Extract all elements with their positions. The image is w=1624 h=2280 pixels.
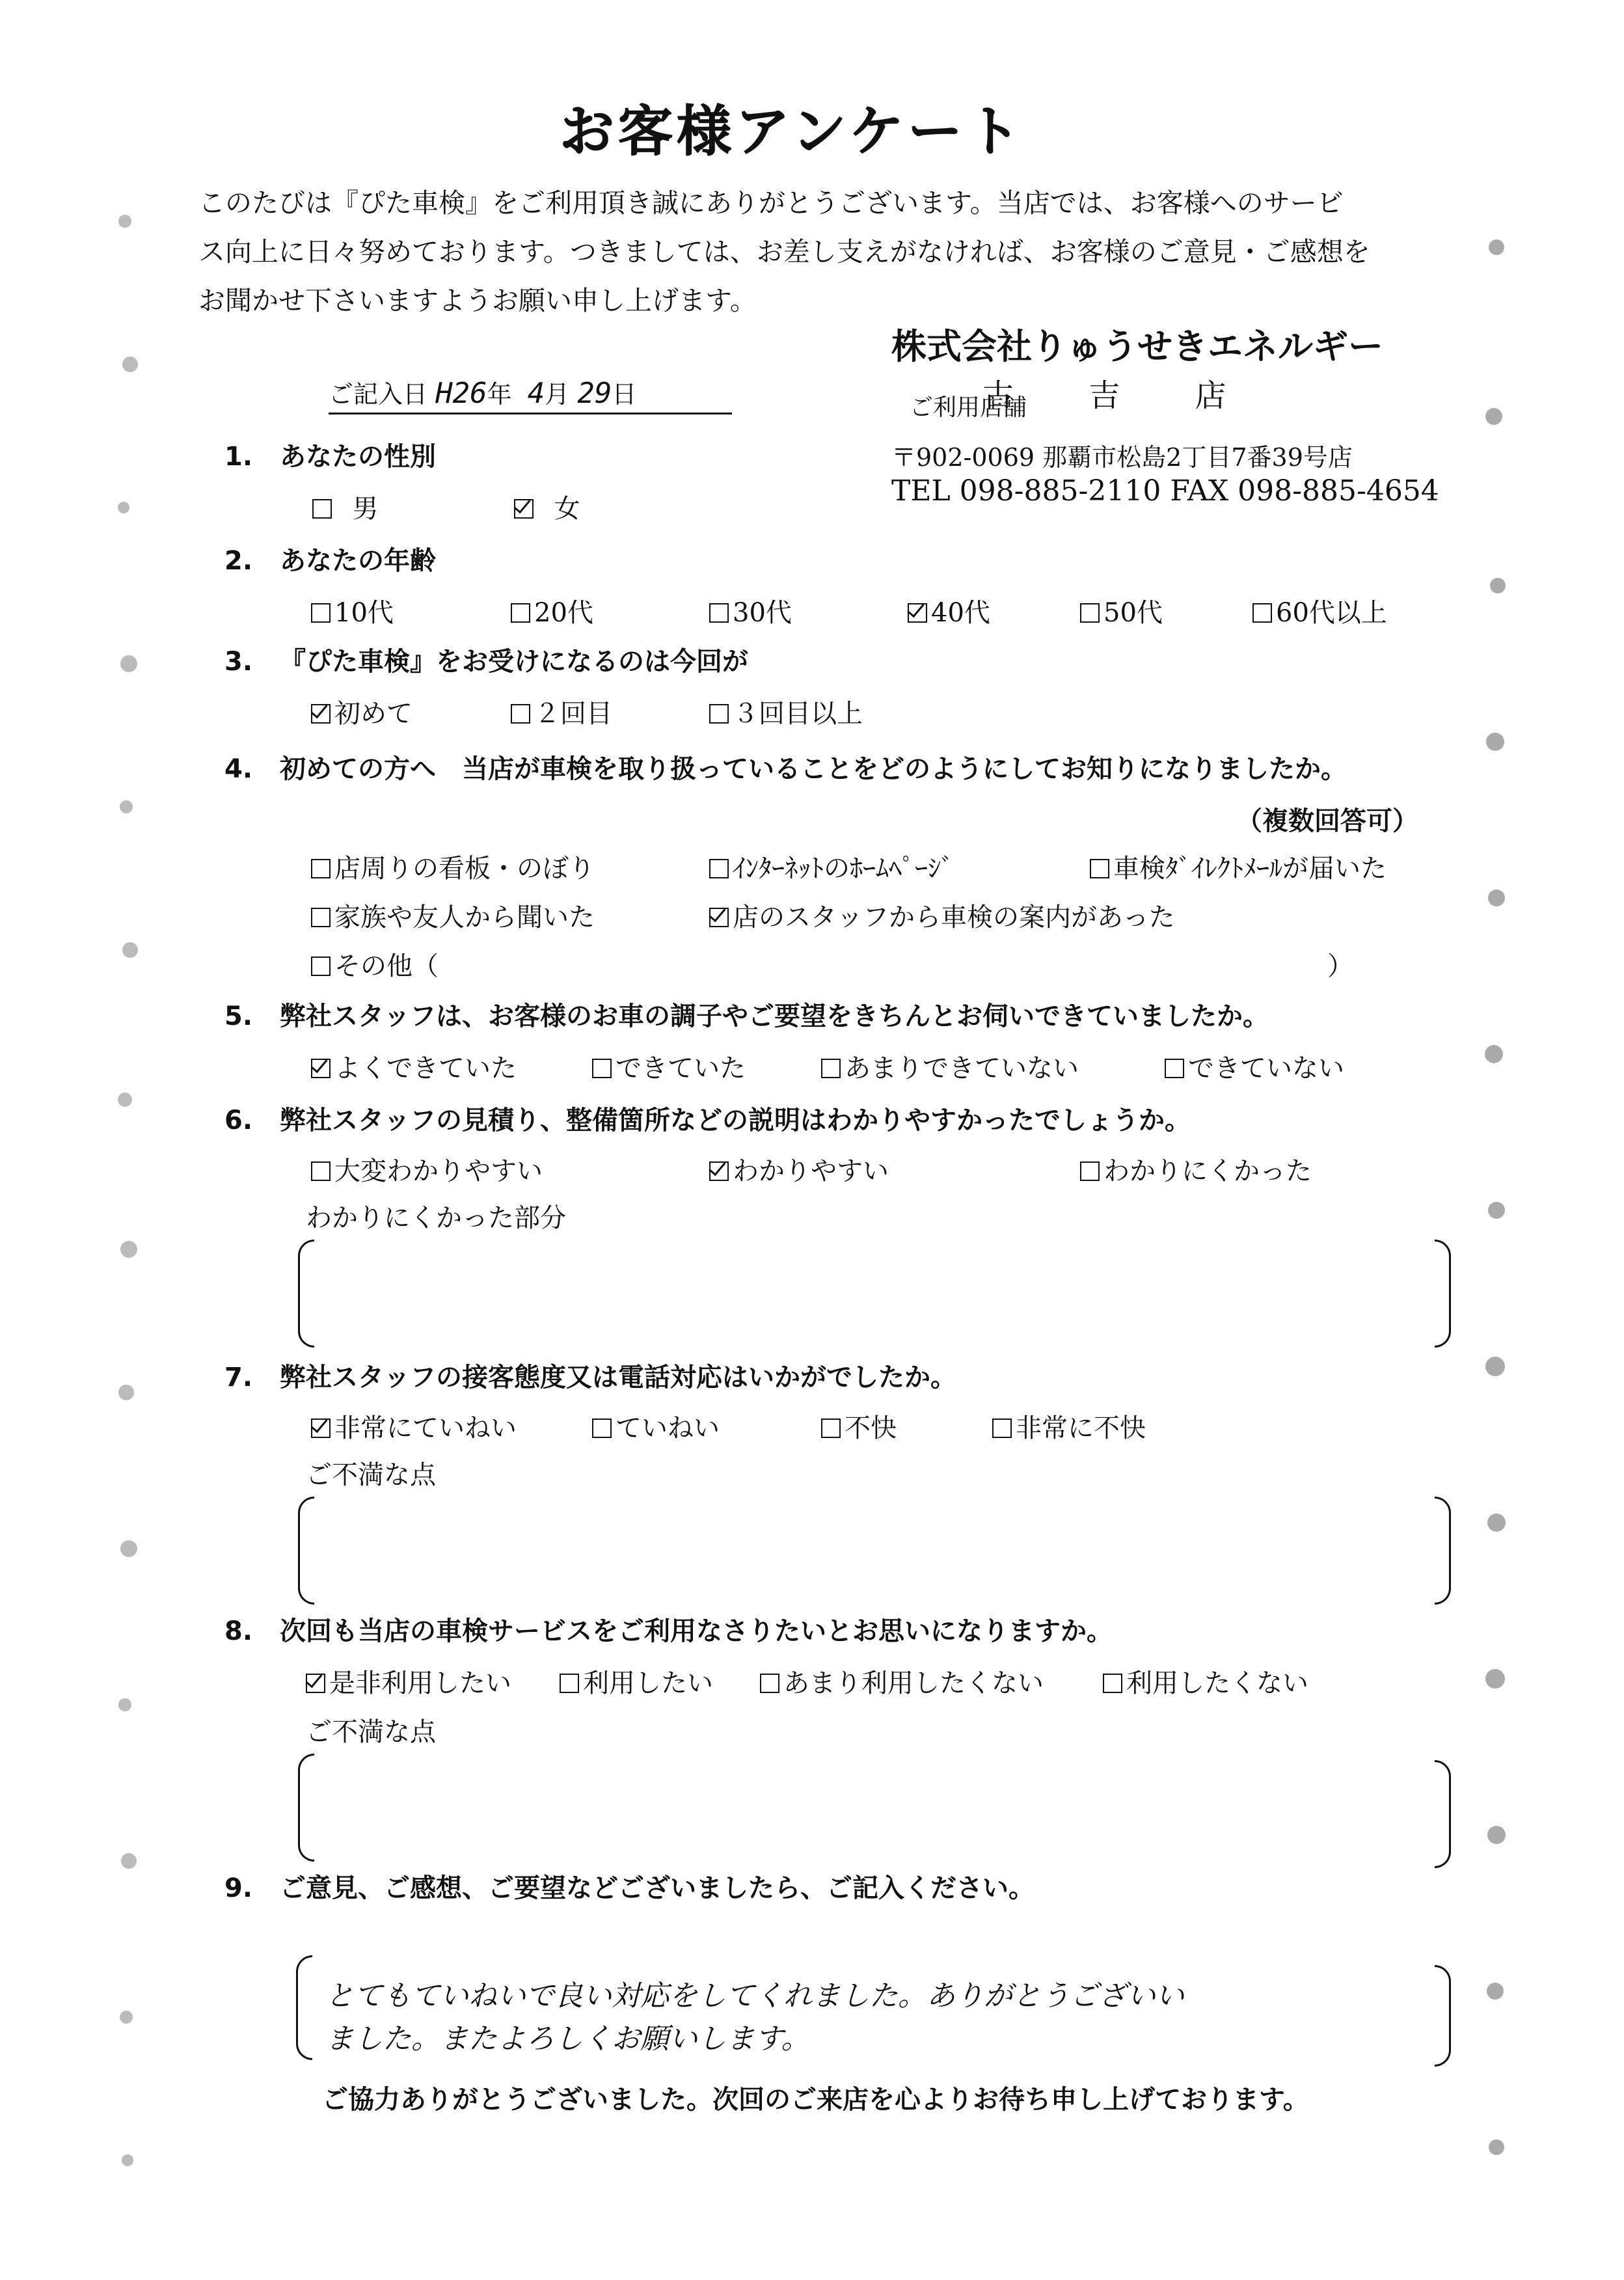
option-label: 店のスタッフから車検の案内があった <box>733 903 1175 932</box>
checkbox-option[interactable] <box>1165 1048 1344 1085</box>
option-label: 30代 <box>733 598 792 628</box>
checkbox[interactable] <box>311 908 331 927</box>
date-day-label: 日 <box>612 380 637 409</box>
option-label: わかりやすい <box>733 1156 889 1186</box>
checkbox-option[interactable] <box>1090 848 1387 885</box>
checkbox-option[interactable] <box>511 592 593 629</box>
handwritten-line: とてもていねいで良い対応をしてくれました。ありがとうございい <box>325 1979 1184 2013</box>
option-label: 車検ﾀﾞｲﾚｸﾄﾒｰﾙが届いた <box>1113 854 1387 884</box>
intro-line: このたびは『ぴた車検』をご利用頂き誠にありがとうございます。当店では、お客様へのサービ <box>198 187 1344 219</box>
dissatisfaction-label: ご不満な点 <box>306 1717 436 1747</box>
date-year-label: 年 <box>487 380 512 409</box>
option-label: できていた <box>616 1053 746 1083</box>
question-text: 弊社スタッフの接客態度又は電話対応はいかがでしたか。 <box>280 1363 956 1392</box>
comment-bracket-left <box>296 1955 312 2060</box>
question-number: 9. <box>224 1873 253 1903</box>
comment-bracket-right <box>1435 1965 1451 2067</box>
question-number: 2. <box>224 546 253 576</box>
checkbox[interactable] <box>992 1418 1012 1438</box>
checkbox-option[interactable] <box>311 1407 517 1445</box>
option-label: 女 <box>554 494 580 524</box>
option-label: わかりにくかった <box>1103 1156 1312 1186</box>
question-number: 7. <box>224 1363 253 1392</box>
checkbox-option[interactable] <box>992 1407 1146 1445</box>
comment-bracket-right <box>1435 1760 1451 1868</box>
checkbox-option[interactable] <box>311 693 413 730</box>
checkbox[interactable] <box>1103 1674 1122 1693</box>
option-label: あまりできていない <box>845 1053 1079 1083</box>
question-number: 5. <box>224 1001 253 1031</box>
checkbox[interactable] <box>306 1674 325 1693</box>
checkbox[interactable] <box>709 908 729 927</box>
question-number: 1. <box>224 442 253 472</box>
option-label: ｲﾝﾀｰﾈｯﾄのﾎｰﾑﾍﾟｰｼﾞ <box>733 854 954 884</box>
option-label: 非常にていねい <box>334 1413 517 1443</box>
checkbox[interactable] <box>311 957 331 976</box>
date-era-handwritten: H26 <box>435 377 487 410</box>
checkbox[interactable] <box>311 859 331 878</box>
checkbox[interactable] <box>1090 859 1109 878</box>
checkbox-option[interactable] <box>760 1663 1044 1700</box>
other-close-paren: ） <box>1327 951 1353 981</box>
checkbox-option[interactable] <box>511 693 612 730</box>
checkbox-option[interactable] <box>709 848 954 885</box>
checkbox-option[interactable] <box>311 592 394 629</box>
option-label: 利用したくない <box>1126 1668 1308 1698</box>
perforated-edge-right <box>1477 169 1516 2251</box>
option-label: ２回目 <box>534 699 612 729</box>
checkbox-option[interactable] <box>1252 592 1387 629</box>
option-label: 10代 <box>334 598 394 628</box>
checkbox-option[interactable] <box>311 897 595 934</box>
date-day-handwritten: 29 <box>577 377 612 410</box>
question-2 <box>224 540 436 577</box>
question-1 <box>224 436 436 473</box>
stamp-usage-label: ご利用店舗 <box>910 394 1027 421</box>
option-label: 家族や友人から聞いた <box>334 903 595 932</box>
checkbox-option[interactable] <box>514 488 580 525</box>
intro-line: お聞かせ下さいますようお願い申し上げます。 <box>198 285 757 316</box>
checkbox[interactable] <box>311 704 331 724</box>
checkbox-option[interactable] <box>709 897 1175 934</box>
checkbox[interactable] <box>311 603 331 623</box>
checkbox[interactable] <box>1165 1059 1184 1078</box>
date-month-label: 月 <box>545 380 570 409</box>
option-label: 男 <box>352 494 379 524</box>
question-text: 次回も当店の車検サービスをご利用なさりたいとお思いになりますか。 <box>280 1616 1113 1646</box>
checkbox-option[interactable] <box>1103 1663 1308 1700</box>
dissatisfaction-label: ご不満な点 <box>306 1460 436 1490</box>
checkbox-option[interactable] <box>1080 592 1163 629</box>
question-number: 3. <box>224 647 253 677</box>
question-text: 『ぴた車検』をお受けになるのは今回が <box>280 647 748 677</box>
question-text: あなたの年齢 <box>280 546 436 576</box>
option-label: 非常に不快 <box>1016 1413 1146 1443</box>
question-number: 8. <box>224 1616 253 1646</box>
intro-line: ス向上に日々努めております。つきましては、お差し支えがなければ、お客様のご意見・ご感想を <box>198 236 1370 267</box>
option-label: 初めて <box>334 699 413 729</box>
option-label: その他（ <box>334 951 439 981</box>
question-7 <box>224 1357 956 1394</box>
checkbox-option[interactable] <box>908 592 990 629</box>
checkbox[interactable] <box>760 1674 779 1693</box>
checkbox[interactable] <box>592 1418 612 1438</box>
checkbox-option[interactable] <box>311 1150 543 1188</box>
comment-bracket-right <box>1435 1240 1451 1348</box>
question-9 <box>224 1867 1035 1905</box>
survey-title: お客様アンケート <box>560 99 1025 163</box>
question-5 <box>224 996 1269 1033</box>
question-text: 弊社スタッフは、お客様のお車の調子やご要望をきちんとお伺いできていましたか。 <box>280 1001 1269 1031</box>
checkbox[interactable] <box>560 1674 579 1693</box>
checkbox-option[interactable] <box>709 1150 889 1188</box>
option-label: 50代 <box>1103 598 1163 628</box>
checkbox[interactable] <box>1252 603 1272 623</box>
stamp-store-name: 古 吉 店 <box>982 377 1259 414</box>
question-number: 4. <box>224 754 253 784</box>
handwritten-line: ました。またよろしくお願いします。 <box>325 2022 810 2056</box>
checkbox-option[interactable] <box>311 945 439 983</box>
option-label: 店周りの看板・のぼり <box>334 854 595 884</box>
checkbox-option[interactable] <box>311 848 595 885</box>
checkbox[interactable] <box>1080 603 1100 623</box>
checkbox-option[interactable] <box>560 1663 713 1700</box>
date-label: ご記入日 <box>329 380 428 409</box>
unclear-parts-label: わかりにくかった部分 <box>306 1203 566 1233</box>
checkbox[interactable] <box>821 1059 841 1078</box>
checkbox[interactable] <box>311 1418 331 1438</box>
option-label: 利用したい <box>583 1668 713 1698</box>
option-label: 20代 <box>534 598 593 628</box>
intro-text <box>198 179 1474 325</box>
multiple-answers-note: （複数回答可） <box>1236 806 1418 836</box>
checkbox[interactable] <box>908 603 927 623</box>
stamp-address: 〒902-0069 那覇市松島2丁目7番39号店 <box>891 443 1353 472</box>
option-label: 大変わかりやすい <box>334 1156 543 1186</box>
date-month-handwritten: 4 <box>527 377 545 410</box>
option-label: できていない <box>1188 1053 1344 1083</box>
comment-bracket-left <box>298 1240 314 1348</box>
option-label: ３回目以上 <box>733 699 863 729</box>
option-label: ていねい <box>616 1413 720 1443</box>
comment-bracket-right <box>1435 1497 1451 1605</box>
checkbox[interactable] <box>709 704 729 724</box>
handwritten-comment[interactable] <box>325 1975 1425 2061</box>
closing-message: ご協力ありがとうございました。次回のご来店を心よりお待ち申し上げております。 <box>322 2085 1309 2115</box>
checkbox[interactable] <box>709 1161 729 1181</box>
stamp-company: 株式会社りゅうせきエネルギー <box>891 326 1383 367</box>
checkbox-option[interactable] <box>709 592 792 629</box>
question-6 <box>224 1100 1191 1137</box>
checkbox-option[interactable] <box>821 1407 897 1445</box>
checkbox[interactable] <box>592 1059 612 1078</box>
comment-bracket-left <box>298 1754 314 1862</box>
checkbox[interactable] <box>709 603 729 623</box>
checkbox-option[interactable] <box>592 1048 746 1085</box>
question-8 <box>224 1610 1113 1648</box>
checkbox[interactable] <box>1080 1161 1100 1181</box>
checkbox[interactable] <box>821 1418 841 1438</box>
question-text: あなたの性別 <box>280 442 436 472</box>
option-label: あまり利用したくない <box>783 1668 1044 1698</box>
checkbox-option[interactable] <box>709 693 863 730</box>
checkbox[interactable] <box>709 859 729 878</box>
checkbox-option[interactable] <box>311 1048 517 1085</box>
checkbox-option[interactable] <box>821 1048 1079 1085</box>
question-text: 弊社スタッフの見積り、整備箇所などの説明はわかりやすかったでしょうか。 <box>280 1106 1191 1135</box>
checkbox[interactable] <box>311 1059 331 1078</box>
entry-date[interactable] <box>329 374 732 414</box>
checkbox-option[interactable] <box>312 488 378 525</box>
checkbox[interactable] <box>311 1161 331 1181</box>
checkbox[interactable] <box>511 704 530 724</box>
question-text: ご意見、ご感想、ご要望などございましたら、ご記入ください。 <box>280 1873 1035 1903</box>
question-3 <box>224 641 748 678</box>
checkbox[interactable] <box>514 499 534 519</box>
checkbox-option[interactable] <box>306 1663 511 1700</box>
store-stamp <box>891 319 1439 508</box>
checkbox-option[interactable] <box>592 1407 720 1445</box>
question-4 <box>224 748 1347 785</box>
perforated-edge-left <box>111 169 150 2251</box>
question-number: 6. <box>224 1106 253 1135</box>
stamp-tel-fax: TEL 098-885-2110 FAX 098-885-4654 <box>891 474 1439 508</box>
option-label: 60代以上 <box>1276 598 1387 628</box>
checkbox-option[interactable] <box>1080 1150 1312 1188</box>
question-text: 初めての方へ 当店が車検を取り扱っていることをどのようにしてお知りになりましたか。 <box>280 754 1347 784</box>
option-label: よくできていた <box>334 1053 517 1083</box>
checkbox[interactable] <box>312 499 332 519</box>
checkbox[interactable] <box>511 603 530 623</box>
option-label: 是非利用したい <box>329 1668 511 1698</box>
option-label: 不快 <box>845 1413 897 1443</box>
option-label: 40代 <box>931 598 990 628</box>
comment-bracket-left <box>298 1497 314 1605</box>
